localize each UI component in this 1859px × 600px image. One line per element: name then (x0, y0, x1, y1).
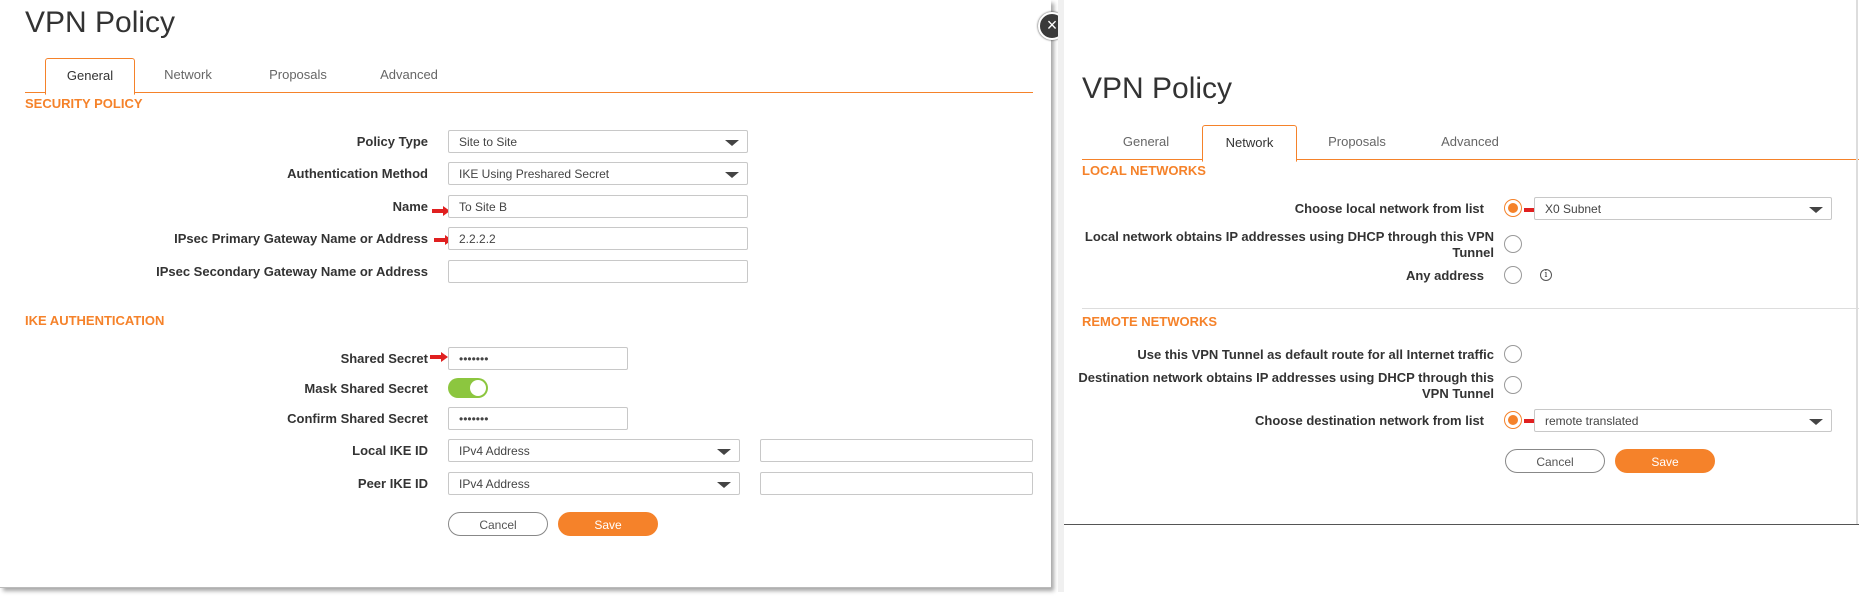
secondary-gateway-input[interactable] (448, 260, 748, 283)
destination-dhcp-radio[interactable] (1504, 376, 1522, 394)
destination-dhcp-label-line2: VPN Tunnel (1422, 386, 1494, 401)
tab-network[interactable]: Network (164, 67, 212, 82)
radio-dot (1508, 415, 1518, 425)
local-dhcp-radio[interactable] (1504, 235, 1522, 253)
secondary-gateway-label: IPsec Secondary Gateway Name or Address (156, 264, 428, 279)
mask-shared-secret-toggle[interactable] (448, 378, 488, 398)
tab-advanced[interactable]: Advanced (380, 67, 438, 82)
cancel-button[interactable]: Cancel (448, 512, 548, 536)
local-dhcp-label (1074, 229, 1494, 261)
close-icon[interactable]: × (1038, 12, 1066, 40)
local-ike-id-type-value: IPv4 Address (459, 444, 530, 458)
save-button[interactable]: Save (1615, 449, 1715, 473)
tab-bar (25, 58, 1033, 93)
shared-secret-value: ••••••• (459, 352, 489, 366)
local-dhcp-label-line2: Tunnel (1452, 245, 1494, 260)
chevron-down-icon (717, 449, 731, 455)
dialog-title: VPN Policy (25, 6, 176, 39)
cancel-button[interactable]: Cancel (1505, 449, 1605, 473)
shared-secret-input[interactable] (448, 347, 628, 370)
default-route-label: Use this VPN Tunnel as default route for all Internet traffic (1137, 347, 1494, 362)
chevron-down-icon (717, 482, 731, 488)
mask-shared-secret-label: Mask Shared Secret (304, 381, 428, 396)
section-local-networks: LOCAL NETWORKS (1082, 163, 1206, 178)
peer-ike-id-input[interactable] (760, 472, 1033, 495)
red-arrow-icon (430, 352, 448, 362)
destination-dhcp-label (1074, 370, 1494, 402)
dialog-title: VPN Policy (1082, 72, 1233, 105)
save-button[interactable]: Save (558, 512, 658, 536)
section-security-policy: SECURITY POLICY (25, 96, 143, 111)
peer-ike-id-label: Peer IKE ID (357, 476, 428, 491)
section-divider (1082, 308, 1859, 309)
destination-dhcp-label-line1: Destination network obtains IP addresses using DHCP through this (1078, 370, 1494, 385)
chevron-down-icon (1809, 207, 1823, 213)
peer-ike-id-type-value: IPv4 Address (459, 477, 530, 491)
policy-type-value: Site to Site (459, 135, 518, 149)
info-icon[interactable]: i (1540, 269, 1552, 281)
window-edge (1856, 0, 1858, 524)
auth-method-select[interactable] (448, 162, 748, 185)
radio-dot (1508, 203, 1518, 213)
confirm-shared-secret-value: ••••••• (459, 412, 489, 426)
tab-proposals[interactable]: Proposals (1328, 134, 1386, 149)
auth-method-label: Authentication Method (287, 166, 428, 181)
choose-destination-network-radio[interactable] (1504, 411, 1522, 429)
tab-advanced[interactable]: Advanced (1441, 134, 1499, 149)
peer-ike-id-type-select[interactable] (448, 472, 740, 495)
policy-type-select[interactable] (448, 130, 748, 153)
section-ike-authentication: IKE AUTHENTICATION (25, 313, 165, 328)
name-label: Name (392, 199, 428, 214)
local-dhcp-label-line1: Local network obtains IP addresses using DHCP through this VPN (1084, 229, 1494, 244)
confirm-shared-secret-input[interactable] (448, 407, 628, 430)
confirm-shared-secret-label: Confirm Shared Secret (287, 411, 428, 426)
primary-gateway-label: IPsec Primary Gateway Name or Address (174, 231, 428, 246)
local-ike-id-type-select[interactable] (448, 439, 740, 462)
choose-destination-network-label: Choose destination network from list (1255, 413, 1484, 428)
tab-general[interactable]: General (45, 58, 135, 95)
toggle-knob (470, 380, 486, 396)
vpn-policy-dialog-network (1064, 0, 1859, 525)
destination-network-value: remote translated (1545, 414, 1639, 428)
default-route-radio[interactable] (1504, 345, 1522, 363)
chevron-down-icon (725, 140, 739, 146)
tab-proposals[interactable]: Proposals (269, 67, 327, 82)
choose-local-network-radio[interactable] (1504, 199, 1522, 217)
section-remote-networks: REMOTE NETWORKS (1082, 314, 1218, 329)
name-value: To Site B (459, 200, 508, 214)
local-ike-id-label: Local IKE ID (352, 443, 428, 458)
shared-secret-label: Shared Secret (340, 351, 428, 366)
tab-bar (1082, 125, 1859, 160)
choose-local-network-label: Choose local network from list (1294, 201, 1484, 216)
policy-type-label: Policy Type (356, 134, 428, 149)
local-network-select[interactable] (1534, 197, 1832, 220)
chevron-down-icon (1809, 419, 1823, 425)
local-network-value: X0 Subnet (1545, 202, 1602, 216)
tab-network[interactable]: Network (1202, 125, 1297, 162)
local-ike-id-input[interactable] (760, 439, 1033, 462)
primary-gateway-value: 2.2.2.2 (459, 232, 496, 246)
destination-network-select[interactable] (1534, 409, 1832, 432)
any-address-label: Any address (1405, 268, 1484, 283)
tab-general[interactable]: General (1122, 134, 1170, 149)
primary-gateway-input[interactable] (448, 227, 748, 250)
chevron-down-icon (725, 172, 739, 178)
any-address-radio[interactable] (1504, 266, 1522, 284)
name-input[interactable] (448, 195, 748, 218)
auth-method-value: IKE Using Preshared Secret (459, 167, 610, 181)
